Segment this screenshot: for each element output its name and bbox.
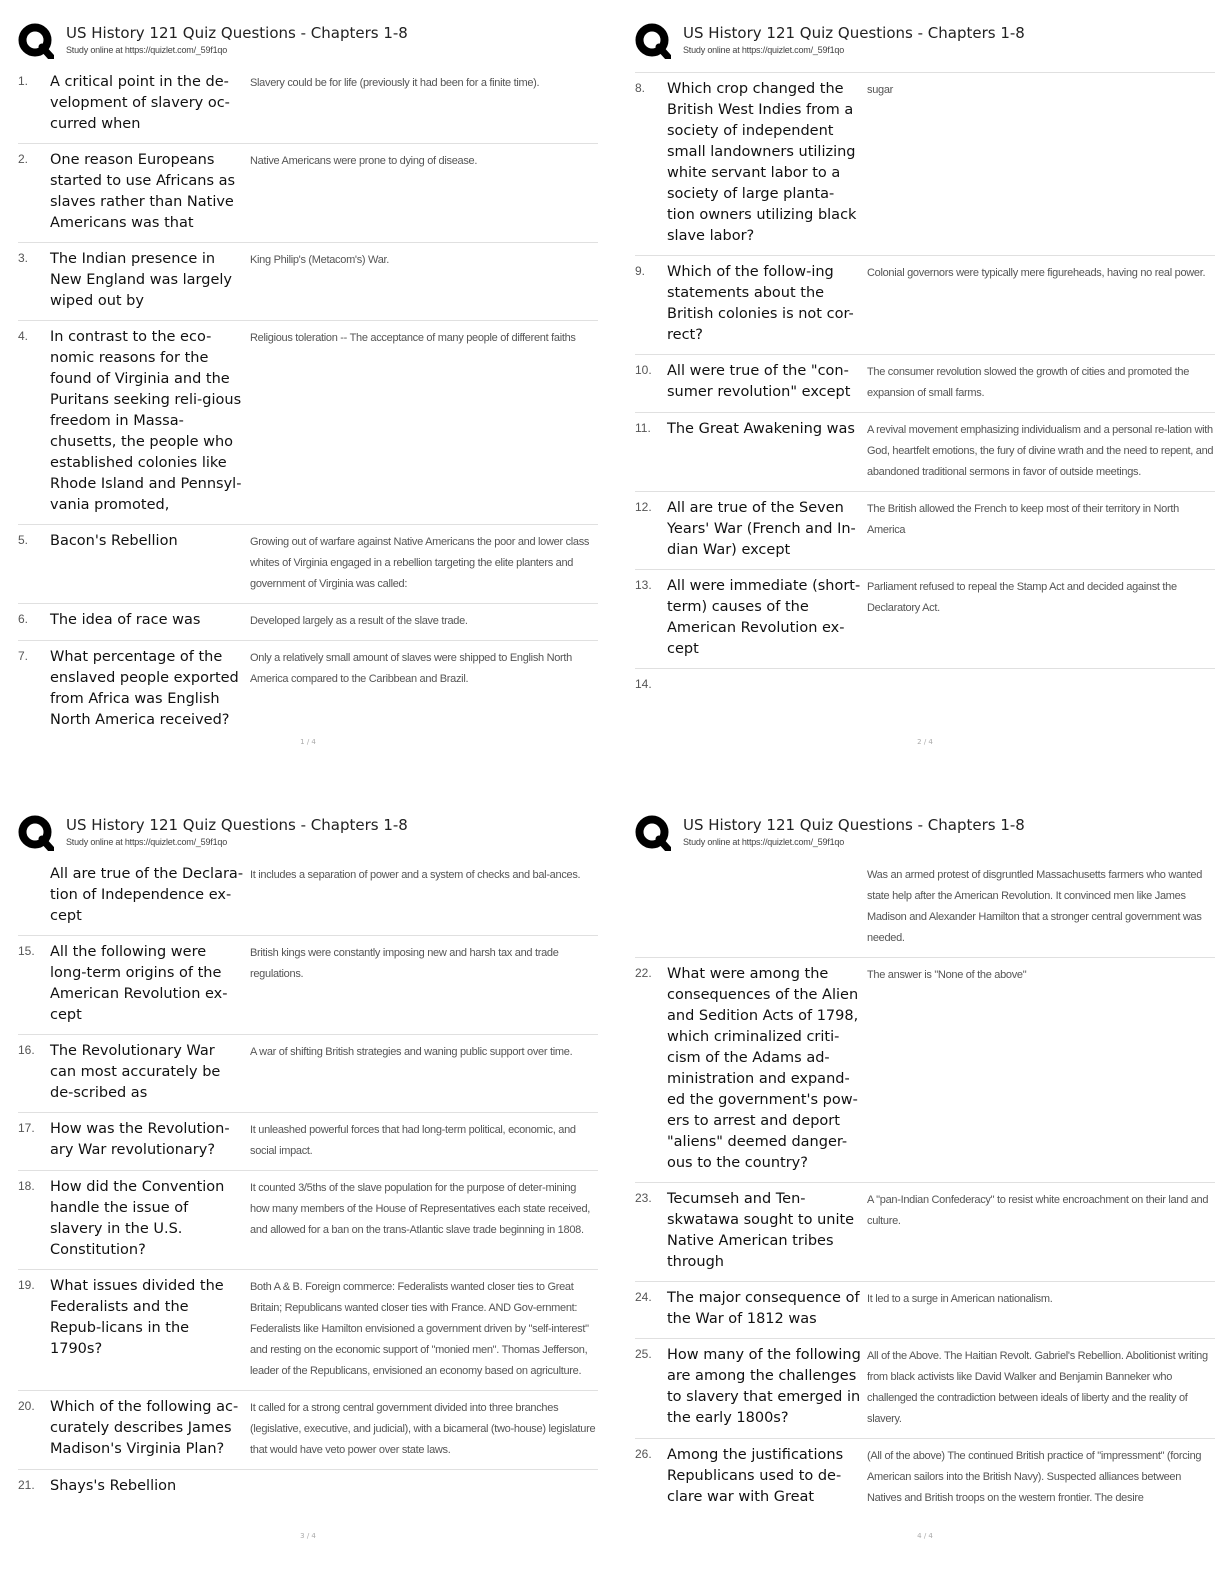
question-text: What were among the consequences of the Alien and Sedition Acts of 1798, which criminalized criti-cism of the Adams ad-ministration and expand-ed the government's pow-ers to arrest and deport "aliens" deemed danger-ous to the country?	[667, 966, 859, 1171]
question-row	[18, 936, 598, 1035]
answer-text: It counted 3/5ths of the slave population for the purpose of deter-mining how many members of the House of Representatives each state received, and allowed for a ban on the trans-Atlantic slave trade beginning in 1808.	[250, 1182, 591, 1236]
answer-text: A "pan-Indian Confederacy" to resist white encroachment on their land and culture.	[867, 1194, 1209, 1227]
question-row	[18, 1270, 598, 1391]
page-number: 4 / 4	[917, 1532, 933, 1540]
answer-text: Developed largely as a result of the slave trade.	[250, 615, 468, 627]
page-header	[635, 810, 1215, 856]
question-list	[18, 66, 598, 739]
question-text: Which crop changed the British West Indies from a society of independent small landowners utilizing white servant labor to a society of large planta-tion owners utilizing black slave labor?	[667, 81, 857, 244]
answer-text: The answer is "None of the above"	[867, 969, 1027, 981]
question-row	[635, 958, 1215, 1183]
question-list	[18, 858, 598, 1505]
page-number: 2 / 4	[917, 738, 933, 746]
question-number: 9.	[635, 264, 646, 278]
document-title: US History 121 Quiz Questions - Chapters 1-8	[66, 24, 408, 42]
question-number	[635, 864, 667, 949]
answer-text: It led to a surge in American nationalism.	[867, 1293, 1053, 1305]
question-text: All are true of the Seven Years' War (French and In-dian War) except	[667, 500, 856, 558]
question-number: 19.	[18, 1278, 35, 1292]
question-number	[18, 864, 50, 927]
answer-text: British kings were constantly imposing new and harsh tax and trade regulations.	[250, 947, 559, 980]
answer-text: The consumer revolution slowed the growth of cities and promoted the expansion of small farms.	[867, 366, 1190, 399]
document-title: US History 121 Quiz Questions - Chapters 1-8	[683, 24, 1025, 42]
page-1	[18, 18, 598, 778]
question-row	[635, 669, 1215, 699]
document-subtitle: Study online at https://quizlet.com/_59f1qo	[683, 837, 845, 847]
question-row	[635, 858, 1215, 958]
question-number: 6.	[18, 612, 29, 626]
question-number: 24.	[635, 1290, 652, 1304]
question-number: 20.	[18, 1399, 35, 1413]
question-row	[635, 570, 1215, 669]
page-3	[18, 810, 598, 1570]
page-2	[635, 18, 1215, 778]
question-text: In contrast to the eco-nomic reasons for the found of Virginia and the Puritans seeking reli-gious freedom in Massa-chusetts, the people who established colonies like Rhode Island and Pennsyl-vania promoted,	[50, 329, 242, 513]
answer-text	[244, 1476, 598, 1497]
question-text: Among the justifications Republicans used to de-clare war with Great	[667, 1447, 844, 1505]
question-row	[18, 1391, 598, 1470]
answer-text: King Philip's (Metacom's) War.	[250, 254, 390, 266]
question-row	[18, 641, 598, 739]
question-number: 5.	[18, 533, 29, 547]
question-number: 21.	[18, 1478, 35, 1492]
question-text: The major consequence of the War of 1812 was	[667, 1290, 860, 1327]
question-text: Tecumseh and Ten-skwatawa sought to unite Native American tribes through	[667, 1191, 855, 1270]
document-title: US History 121 Quiz Questions - Chapters 1-8	[683, 816, 1025, 834]
question-text: All were true of the "con-sumer revolution" except	[667, 363, 851, 400]
question-number: 17.	[18, 1121, 35, 1135]
question-text: What percentage of the enslaved people exported from Africa was English North America received?	[50, 649, 239, 728]
question-row	[18, 604, 598, 641]
question-row	[18, 243, 598, 321]
question-row	[18, 144, 598, 243]
question-number: 8.	[635, 81, 646, 95]
question-row	[18, 858, 598, 936]
page-header	[18, 18, 598, 64]
question-text: The Revolutionary War can most accurately be de-scribed as	[50, 1043, 221, 1101]
question-number: 23.	[635, 1191, 652, 1205]
question-row	[635, 256, 1215, 355]
question-row	[18, 1113, 598, 1171]
quizlet-logo-icon	[18, 815, 54, 851]
answer-text: Native Americans were prone to dying of disease.	[250, 155, 478, 167]
question-text: All the following were long-term origins of the American Revolution ex-cept	[50, 944, 228, 1023]
answer-text: sugar	[867, 84, 894, 96]
question-number: 18.	[18, 1179, 35, 1193]
question-text	[667, 675, 861, 691]
question-text: The Great Awakening was	[667, 421, 855, 437]
question-number: 4.	[18, 329, 29, 343]
quizlet-logo-icon	[18, 23, 54, 59]
question-text: Which of the following ac-curately describes James Madison's Virginia Plan?	[50, 1399, 239, 1457]
question-text: How was the Revolution-ary War revolutionary?	[50, 1121, 230, 1158]
question-number: 12.	[635, 500, 652, 514]
question-number: 14.	[635, 677, 652, 691]
question-row	[635, 1439, 1215, 1517]
answer-text: A war of shifting British strategies and waning public support over time.	[250, 1046, 573, 1058]
question-row	[18, 1171, 598, 1270]
question-list	[635, 858, 1215, 1517]
question-row	[18, 321, 598, 525]
question-row	[18, 1035, 598, 1113]
document-subtitle: Study online at https://quizlet.com/_59f1qo	[683, 45, 845, 55]
answer-text: Only a relatively small amount of slaves were shipped to English North America compared to the Caribbean and Brazil.	[250, 652, 572, 685]
answer-text: It includes a separation of power and a system of checks and bal-ances.	[250, 869, 581, 881]
question-text: Which of the follow-ing statements about the British colonies is not cor-rect?	[667, 264, 854, 343]
question-text: One reason Europeans started to use Africans as slaves rather than Native Americans was that	[50, 152, 236, 231]
quizlet-logo-icon	[635, 23, 671, 59]
question-row	[635, 413, 1215, 492]
question-row	[18, 1470, 598, 1505]
question-text: All are true of the Declara-tion of Independence ex-cept	[50, 866, 244, 924]
answer-text: Slavery could be for life (previously it had been for a finite time).	[250, 77, 540, 89]
answer-text: Religious toleration -- The acceptance of many people of different faiths	[250, 332, 576, 344]
question-row	[635, 355, 1215, 413]
question-number: 1.	[18, 74, 29, 88]
question-number: 11.	[635, 421, 651, 435]
question-row	[635, 492, 1215, 570]
question-text: Bacon's Rebellion	[50, 533, 178, 549]
page-header	[635, 18, 1215, 64]
question-number: 15.	[18, 944, 35, 958]
answer-text: It unleashed powerful forces that had long-term political, economic, and social impact.	[250, 1124, 576, 1157]
question-number: 7.	[18, 649, 29, 663]
question-number: 10.	[635, 363, 652, 377]
page-header	[18, 810, 598, 856]
question-text: How did the Convention handle the issue of slavery in the U.S. Constitution?	[50, 1179, 225, 1258]
question-number: 13.	[635, 578, 652, 592]
question-text: The idea of race was	[50, 612, 201, 628]
answer-text: Parliament refused to repeal the Stamp Act and decided against the Declaratory Act.	[867, 581, 1177, 614]
answer-text: The British allowed the French to keep most of their territory in North America	[867, 503, 1179, 536]
question-row	[635, 1183, 1215, 1282]
quizlet-logo-icon	[635, 815, 671, 851]
question-text: The Indian presence in New England was largely wiped out by	[50, 251, 232, 309]
question-text: What issues divided the Federalists and the Repub-licans in the 1790s?	[50, 1278, 224, 1357]
answer-text: (All of the above) The continued British practice of "impressment" (forcing American sailors into the British Navy). Suspected alliances between Natives and British troops on the western frontier. The desire	[867, 1450, 1202, 1504]
question-row	[18, 525, 598, 604]
answer-text: Growing out of warfare against Native Americans the poor and lower class whites of Virginia engaged in a rebellion targeting the elite planters and government of Virginia was called:	[250, 536, 590, 590]
answer-text: All of the Above. The Haitian Revolt. Gabriel's Rebellion. Abolitionist writing from black activists like David Walker and Benjamin Banneker who challenged the contradiction between ideals of liberty and the reality of slavery.	[867, 1350, 1208, 1425]
answer-text: A revival movement emphasizing individualism and a personal re-lation with God, heartfelt emotions, the fury of divine wrath and the need to repent, and abandoned traditional sermons in favor of outside meetings.	[867, 424, 1214, 478]
answer-text: Colonial governors were typically mere figureheads, having no real power.	[867, 267, 1206, 279]
answer-text: Both A & B. Foreign commerce: Federalists wanted closer ties to Great Britain; Republicans wanted closer ties with France. AND Gov-ernment: Federalists like Hamilton envisioned a government driven by "self-interest" and resting on the economic support of "monied men". Thomas Jefferson, leader of the Republicans, envisioned an economy based on agriculture.	[250, 1281, 589, 1377]
document-subtitle: Study online at https://quizlet.com/_59f1qo	[66, 45, 228, 55]
document-subtitle: Study online at https://quizlet.com/_59f1qo	[66, 837, 228, 847]
question-number: 3.	[18, 251, 29, 265]
question-number: 16.	[18, 1043, 35, 1057]
question-text: Shays's Rebellion	[50, 1478, 177, 1494]
question-text: How many of the following are among the challenges to slavery that emerged in the early 1800s?	[667, 1347, 861, 1426]
question-number: 22.	[635, 966, 652, 980]
question-list	[635, 72, 1215, 699]
question-text: A critical point in the de-velopment of slavery oc-curred when	[50, 74, 230, 132]
question-row	[635, 1282, 1215, 1339]
question-row	[18, 66, 598, 144]
question-text	[667, 864, 861, 949]
question-number: 26.	[635, 1447, 652, 1461]
page-number: 3 / 4	[300, 1532, 316, 1540]
answer-text	[861, 675, 1215, 691]
document-title: US History 121 Quiz Questions - Chapters 1-8	[66, 816, 408, 834]
page-number: 1 / 4	[300, 738, 316, 746]
page-4	[635, 810, 1215, 1570]
answer-text: Was an armed protest of disgruntled Massachusetts farmers who wanted state help after the American Revolution. It convinced men like James Madison and Alexander Hamilton that a stronger central government was needed.	[867, 869, 1203, 944]
question-number: 2.	[18, 152, 29, 166]
question-number: 25.	[635, 1347, 652, 1361]
question-row	[635, 73, 1215, 256]
answer-text: It called for a strong central government divided into three branches (legislative, executive, and judicial), with a bicameral (two-house) legislature that would have veto power over state laws.	[250, 1402, 596, 1456]
question-text: All were immediate (short-term) causes of the American Revolution ex-cept	[667, 578, 861, 657]
question-row	[635, 1339, 1215, 1439]
